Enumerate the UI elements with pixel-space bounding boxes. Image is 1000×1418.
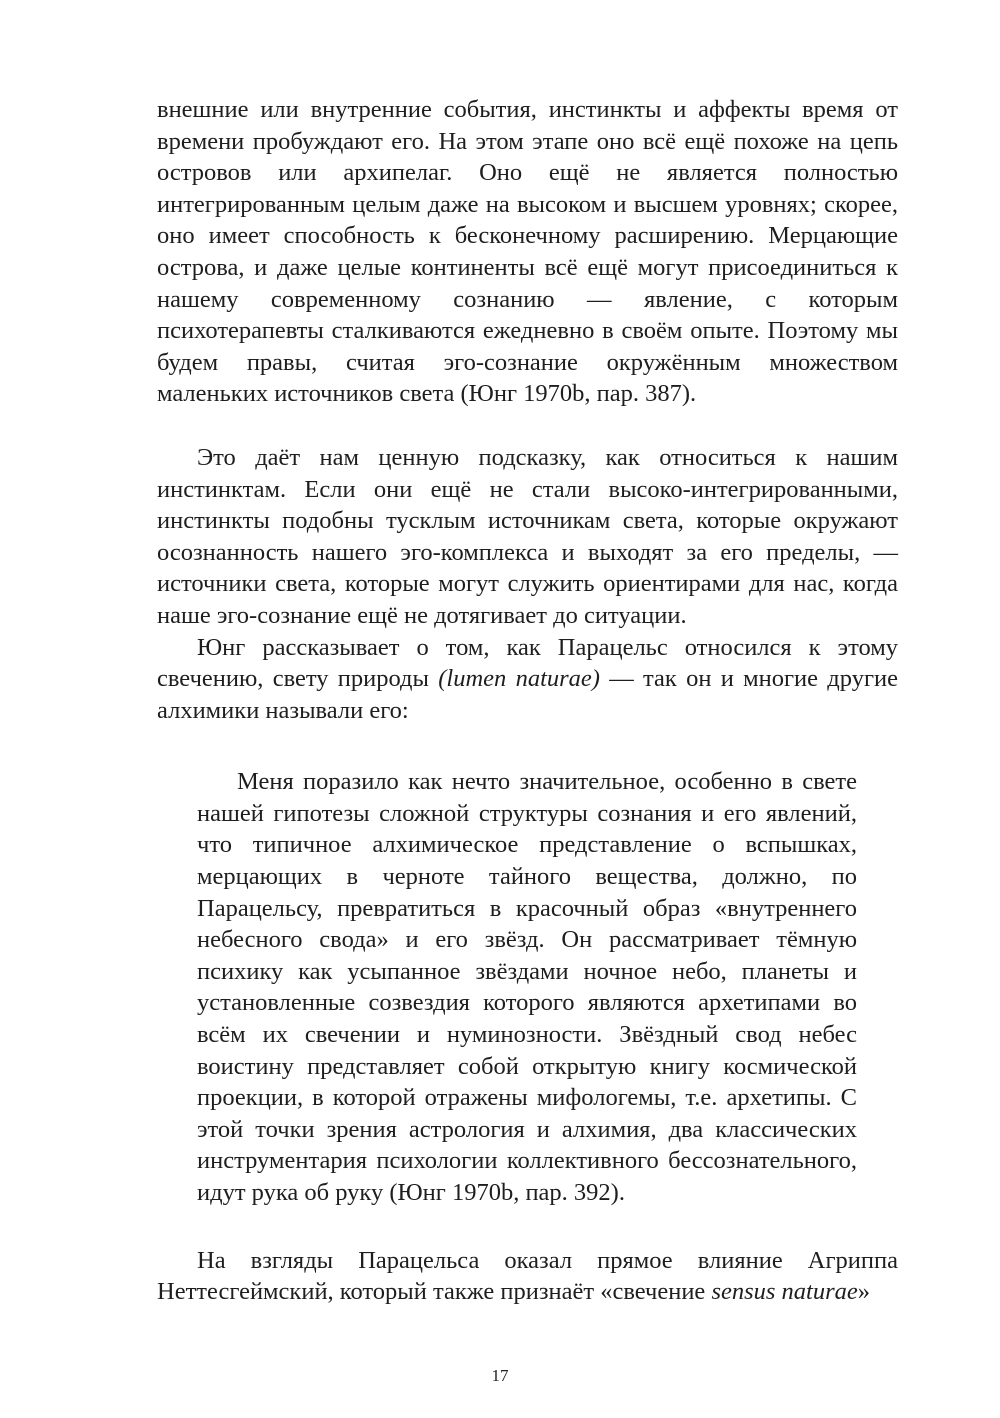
paragraph-with-latin-term <box>157 1245 898 1308</box>
text: » <box>857 1278 871 1306</box>
latin-term: (lumen naturae) <box>438 665 600 693</box>
page-number: 17 <box>491 1366 509 1385</box>
text: Юнг рассказывает о том, как Парацельс относился к этому свечению, свету природы <box>157 633 898 693</box>
paragraph-gap <box>157 410 898 442</box>
block-quote: Меня поразило как нечто значительное, особенно в свете нашей гипотезы сложной структуры сознания и его явлений, что типичное алхимическое представление о вспышках, мерцающих в черноте тайного вещества, должно, по Парацельсу, превратиться в красочный образ «внутреннего небесного свода» и его звёзд. Он рассматривает тёмную психику как усыпанное звёздами ночное небо, планеты и установленные созвездия которого являются архетипами во всём их свечении и нуминозности. Звёздный свод небес воистину представляет собой открытую книгу космической проекции, в которой отражены мифологемы, т.е. архетипы. С этой точки зрения астрология и алхимия, два классических инструментария психологии коллективного бессознательного, идут рука об руку (Юнг 1970b, пар. 392). <box>197 768 857 1206</box>
page-body <box>157 94 898 1308</box>
text: — так он и многие другие алхимики называли его: <box>157 665 898 724</box>
latin-term: sensus naturae <box>711 1278 858 1306</box>
text: На взгляды Парацельса оказал прямое влияние Агриппа Неттесгеймский, который также признаёт «свечение <box>157 1246 898 1306</box>
paragraph-gap <box>157 726 898 766</box>
paragraph-with-latin-term <box>157 632 898 727</box>
paragraph-continued: внешние или внутренние события, инстинкты и аффекты время от времени пробуждают его. На этом этапе оно всё ещё похоже на цепь островов или архипелаг. Оно ещё не является полностью интегрированным целым даже на высоком и высшем уровнях; скорее, оно имеет способность к бесконечному расширению. Мерцающие острова, и даже целые континенты всё ещё могут присоединиться к нашему современному сознанию — явление, с которым психотерапевты сталкиваются ежедневно в своём опыте. Поэтому мы будем правы, считая эго-сознание окружённым множеством маленьких источников света (Юнг 1970b, пар. 387). <box>157 96 898 408</box>
paragraph: Это даёт нам ценную подсказку, как относиться к нашим инстинктам. Если они ещё не стали высоко-интегрированными, инстинкты подобны тусклым источникам света, которые окружают осознанность нашего эго-комплекса и выходят за его пределы, — источники света, которые могут служить ориентирами для нас, когда наше эго-сознание ещё не дотягивает до ситуации. <box>157 443 898 629</box>
